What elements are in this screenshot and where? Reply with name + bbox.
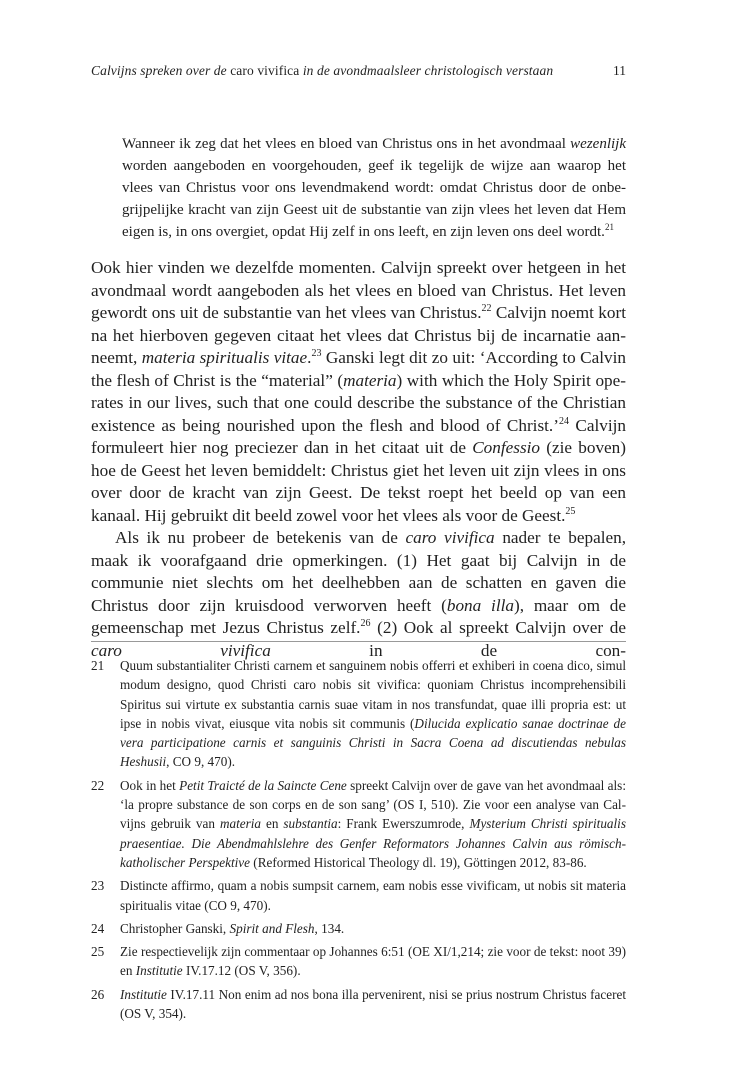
text-run: in de con-	[270, 640, 626, 660]
italic-run: bona illa	[446, 595, 514, 615]
text-run: (2) Ook al spreekt Calvijn over de	[370, 618, 626, 637]
footnote-23	[91, 876, 626, 915]
footnote-italic: Institutie	[120, 986, 167, 1002]
footnote-ref[interactable]: 22	[481, 303, 492, 314]
italic-run: materia spiritualis vitae	[141, 348, 308, 367]
footnote-ref[interactable]: 26	[360, 618, 371, 629]
footnotes	[91, 656, 626, 1027]
footnote-italic: Spirit and Flesh	[229, 920, 315, 936]
text-run: (zie boven) hoe de Geest het leven bemiddelt: Christus giet het leven uit zijn vlees in ons over door de kracht van zijn Geest. De tekst roept het beeld op van een kanaal. Hij gebruikt dit beeld zowel voor het vlees als voor de Geest.	[91, 438, 627, 525]
italic-run: materia	[343, 370, 397, 390]
italic-run: caro vivifica	[91, 640, 271, 660]
footnote-text: Ook in het	[120, 777, 180, 793]
footnote-number: 25	[91, 944, 105, 960]
footnote-italic: substantia	[283, 816, 338, 832]
footnote-number: 21	[91, 658, 105, 673]
text-run: Calvijn formuleert hier nog preciezer dan in het citaat uit de	[91, 415, 627, 457]
text-run: Als ik nu probeer de betekenis van de	[115, 528, 406, 547]
text-run: .	[307, 348, 312, 367]
footnote-italic: Dilucida explicatio sanae doctrinae de vera participatione carnis et sanguinis Christi in Sacra Coena ad discutiendas nebulas Heshusii	[120, 715, 626, 770]
block-quote	[122, 133, 626, 243]
main-text	[91, 257, 626, 662]
running-header	[91, 63, 626, 79]
footnote-italic: materia	[219, 816, 261, 832]
footnote-ref[interactable]: 25	[565, 505, 576, 517]
footnote-text: (Reformed Historical Theology dl. 19), Göttingen 2012, 83-86.	[250, 854, 587, 870]
text-run: Ganski legt dit zo uit: ‘According to Calvin the flesh of Christ is the “material” (	[91, 348, 627, 390]
text-run: ) with which the Holy Spirit operates in our lives, such that one could describe the substance of the Christian existence as being nourished upon the flesh and blood of Christ.’	[91, 370, 626, 435]
footnote-22	[91, 776, 626, 872]
title-term: caro vivifica	[230, 63, 300, 78]
footnote-text: spreekt Calvijn over de gave van het avondmaal als: ‘la propre substance de son corps en de son sang’ (OS I, 510). Zie voor een analyse van Calvijns gebruik van	[120, 777, 626, 832]
footnote-text: Zie respectievelijk zijn commentaar op Johannes 6:51 (OE XI/1,214; zie voor de tekst: noot 39) en	[120, 944, 626, 979]
footnote-divider	[91, 641, 626, 642]
footnote-text: Quum substantialiter Christi carnem et sanguinem nobis offerri et exhiberi in coena dico, simul modum designo, quod Christi caro nobis sit vivifica: quoniam Christus incomprehensibili Spiritus sui virtute ex substantia carnis suae vitam in nos transfundat, quae illi propria est: ut ipse in nobis vivat, eiusque vita nobis sit communis (	[120, 658, 626, 731]
text-run: Calvijn noemt kort na het hierboven gegeven citaat het vlees dat Christus bij de incarnatie aanneemt,	[91, 303, 626, 367]
page-number: 11	[613, 63, 626, 78]
footnote-ref[interactable]: 21	[604, 222, 614, 232]
footnote-italic: Mysterium Christi spiritualis praesentiae. Die Abendmahlslehre des Genfer Reformators Johannes Calvin aus römisch-katholischer Perspektive	[120, 816, 626, 870]
footnote-26	[91, 985, 626, 1024]
quote-text: Wanneer ik zeg dat het vlees en bloed van Christus ons in het avondmaal	[122, 136, 571, 152]
footnote-number: 24	[91, 920, 105, 936]
title-part: Calvijns spreken over de	[91, 63, 231, 78]
footnote-number: 23	[91, 878, 105, 894]
text-run: Ook hier vinden we dezelfde momenten. Calvijn spreekt over hetgeen in het avondmaal wordt aangeboden als het vlees en bloed van Christus. Het leven gewordt ons uit de substantie van het vlees van Christus.	[91, 258, 626, 322]
footnote-text: , CO 9, 470).	[166, 754, 236, 770]
footnote-text: : Frank Ewerszumrode,	[337, 816, 470, 832]
italic-run: caro vivifica	[405, 528, 495, 547]
footnote-text: Distincte affirmo, quam a nobis sumpsit carnem, eam nobis esse vivificam, ut nobis sit materia spiritualis vitae (CO 9, 470).	[120, 878, 626, 913]
footnote-text: IV.17.11 Non enim ad nos bona illa pervenirent, nisi se prius nostrum Christus faceret (OS V, 354).	[120, 986, 626, 1022]
footnote-number: 22	[91, 777, 105, 793]
title-part: in de avondmaalsleer christologisch verstaan	[299, 63, 554, 78]
quote-text: worden aangeboden en voorgehouden, geef ik tegelijk de wijze aan waarop het vlees van Christus voor ons levendmakend wordt: omdat Christus door de onbegrijpelijke kracht van zijn Geest uit de substantie van zijn vlees het leven dat Hem eigen is, in ons overgiet, opdat Hij zelf in ons leeft, en zijn leven ons deel wordt.	[122, 158, 626, 240]
footnote-number: 26	[91, 986, 105, 1002]
footnote-text: Christopher Ganski,	[120, 920, 230, 936]
footnote-text: , 134.	[314, 920, 345, 936]
paragraph	[91, 257, 626, 527]
quote-italic: wezenlijk	[570, 136, 626, 152]
footnote-25	[91, 942, 626, 981]
footnote-21	[91, 656, 626, 772]
footnote-italic: Petit Traicté de la Saincte Cene	[179, 777, 347, 793]
running-title	[91, 63, 553, 78]
footnote-24	[91, 919, 626, 938]
text-run: nader te bepalen, maak ik voorafgaand drie opmerkingen. (1) Het gaat bij Calvijn in de communie niet slechts om het deelhebben aan de schatten en gaven die Christus door zijn kruisdood verworven heeft (	[91, 528, 627, 615]
footnote-ref[interactable]: 24	[558, 415, 569, 427]
footnote-text: en	[260, 816, 284, 832]
footnote-text: IV.17.12 (OS V, 356).	[182, 963, 301, 979]
footnote-italic: Institutie	[135, 963, 183, 979]
italic-run: Confessio	[472, 438, 541, 457]
footnote-ref[interactable]: 23	[311, 348, 322, 359]
text-run: ), maar om de gemeenschap met Jezus Christus zelf.	[91, 595, 626, 637]
